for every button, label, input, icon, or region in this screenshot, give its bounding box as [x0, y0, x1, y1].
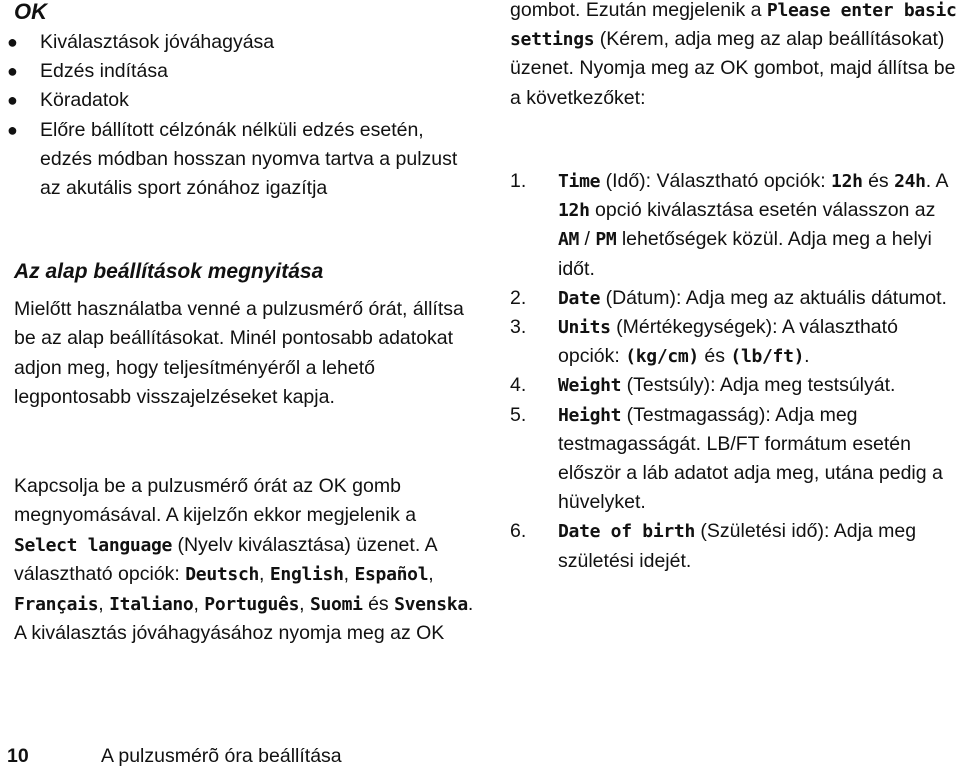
step-text: (Testmagasság): Adja meg testmagasságát. LB/FT formátum esetén először a láb adatot adja meg, utána pedig a hüvelyket.: [558, 403, 943, 514]
language-option: Suomi: [309, 593, 363, 615]
option-value: 12h: [831, 171, 863, 192]
paragraph-text: (Nyelv kiválasztása) üzenet. A választható opciók:: [14, 533, 437, 586]
list-item: [7, 86, 477, 115]
step-text: (Születési idő): Adja meg születési idejét.: [558, 520, 917, 572]
list-item: [510, 284, 960, 313]
setting-label: Weight: [558, 375, 622, 397]
step-number: 3.: [510, 316, 527, 339]
step-text: lehetőségek közül. Adja meg a helyi időt.: [558, 228, 932, 280]
continuation-paragraph: [510, 0, 960, 113]
paragraph-text: . A kiválasztás jóváhagyásához nyomja meg az OK: [14, 592, 474, 645]
bullet-icon: ●: [7, 32, 18, 52]
option-value: (lb/ft): [730, 346, 805, 368]
language-option: Svenska: [394, 593, 468, 615]
list-item: [510, 167, 960, 284]
separator: ,: [259, 563, 270, 586]
language-paragraph: [14, 472, 484, 648]
list-item-text: Edzés indítása: [40, 60, 168, 83]
step-number: 6.: [510, 520, 527, 543]
list-item-text: Kiválasztások jóváhagyása: [40, 31, 275, 53]
separator: ,: [299, 592, 310, 615]
page-footer: [7, 742, 342, 770]
option-value: 24h: [894, 171, 926, 192]
option-value: AM: [558, 229, 580, 251]
option-value: (kg/cm): [625, 346, 699, 368]
step-text: (Dátum): Adja meg az aktuális dátumot.: [600, 286, 947, 309]
list-item: [510, 517, 960, 575]
step-number: 2.: [510, 286, 527, 309]
separator: ,: [343, 563, 355, 586]
list-item: [510, 401, 960, 518]
step-text: (Testsúly): Adja meg testsúlyát.: [621, 374, 896, 397]
separator: ,: [193, 592, 205, 615]
list-item: [510, 371, 960, 400]
language-option: Português: [204, 593, 300, 615]
option-value: 12h: [558, 200, 590, 222]
setting-label: Date: [558, 287, 601, 309]
bullet-icon: ●: [7, 90, 18, 111]
option-value: PM: [595, 229, 617, 251]
step-number: 4.: [510, 374, 527, 397]
paragraph-text: (Kérem, adja meg az alap beállításokat) üzenet. Nyomja meg az OK gombot, majd állítsa be a következőket:: [510, 28, 956, 109]
setting-label: Units: [558, 317, 611, 339]
language-option: Français: [14, 593, 99, 615]
settings-steps-list: [510, 167, 960, 576]
language-option: Español: [354, 564, 429, 586]
footer-title: A pulzusmérõ óra beállítása: [101, 745, 342, 767]
step-text: /: [579, 228, 596, 251]
setting-label: Date of birth: [558, 521, 695, 543]
ok-heading: OK: [14, 0, 47, 24]
page-number: 10: [7, 745, 29, 767]
setting-label: Height: [558, 404, 622, 426]
intro-paragraph: Mielőtt használatba venné a pulzusmérő órát, állítsa be az alap beállításokat. Minél pontosabb adatokat adjon meg, hogy teljesítményéről a lehető legpontosabb visszajelzéseket kapja.: [14, 298, 464, 409]
list-item: [7, 57, 477, 86]
step-text: .: [804, 345, 810, 368]
list-item: [7, 116, 477, 204]
list-item-text: Előre bállított célzónák nélküli edzés esetén, edzés módban hosszan nyomva tartva a pulzust az akutális sport zónához igazítja: [40, 118, 458, 200]
list-item: [7, 28, 477, 57]
step-text: (Idő): Választható opciók:: [600, 170, 832, 192]
list-item-text: Köradatok: [40, 89, 129, 112]
section-heading: Az alap beállítások megnyitása: [14, 260, 324, 283]
display-message: Please enter basic settings: [510, 0, 957, 51]
step-number: 5.: [510, 403, 527, 426]
paragraph-text: és: [362, 592, 395, 615]
language-option: English: [269, 564, 344, 586]
step-text: opció kiválasztása esetén válasszon az: [589, 199, 936, 222]
separator: ,: [98, 592, 110, 615]
setting-label: Time: [558, 171, 601, 192]
language-option: Deutsch: [185, 564, 260, 586]
separator: ,: [428, 563, 434, 586]
bullet-icon: ●: [7, 119, 18, 140]
step-text: (Mértékegységek): A választható opciók:: [558, 316, 898, 368]
step-number: 1.: [510, 170, 527, 192]
step-text: és: [862, 170, 895, 192]
paragraph-text: Kapcsolja be a pulzusmérő órát az OK gomb megnyomásával. A kijelzőn ekkor megjelenik a: [14, 475, 417, 527]
paragraph-text: gombot. Ezután megjelenik a: [510, 0, 767, 21]
step-text: . A: [925, 170, 948, 192]
ok-function-list: [7, 28, 477, 203]
step-text: és: [698, 345, 731, 368]
language-option: Italiano: [109, 593, 194, 615]
display-message: Select language: [14, 534, 173, 556]
list-item: [510, 313, 960, 371]
bullet-icon: ●: [7, 61, 18, 82]
